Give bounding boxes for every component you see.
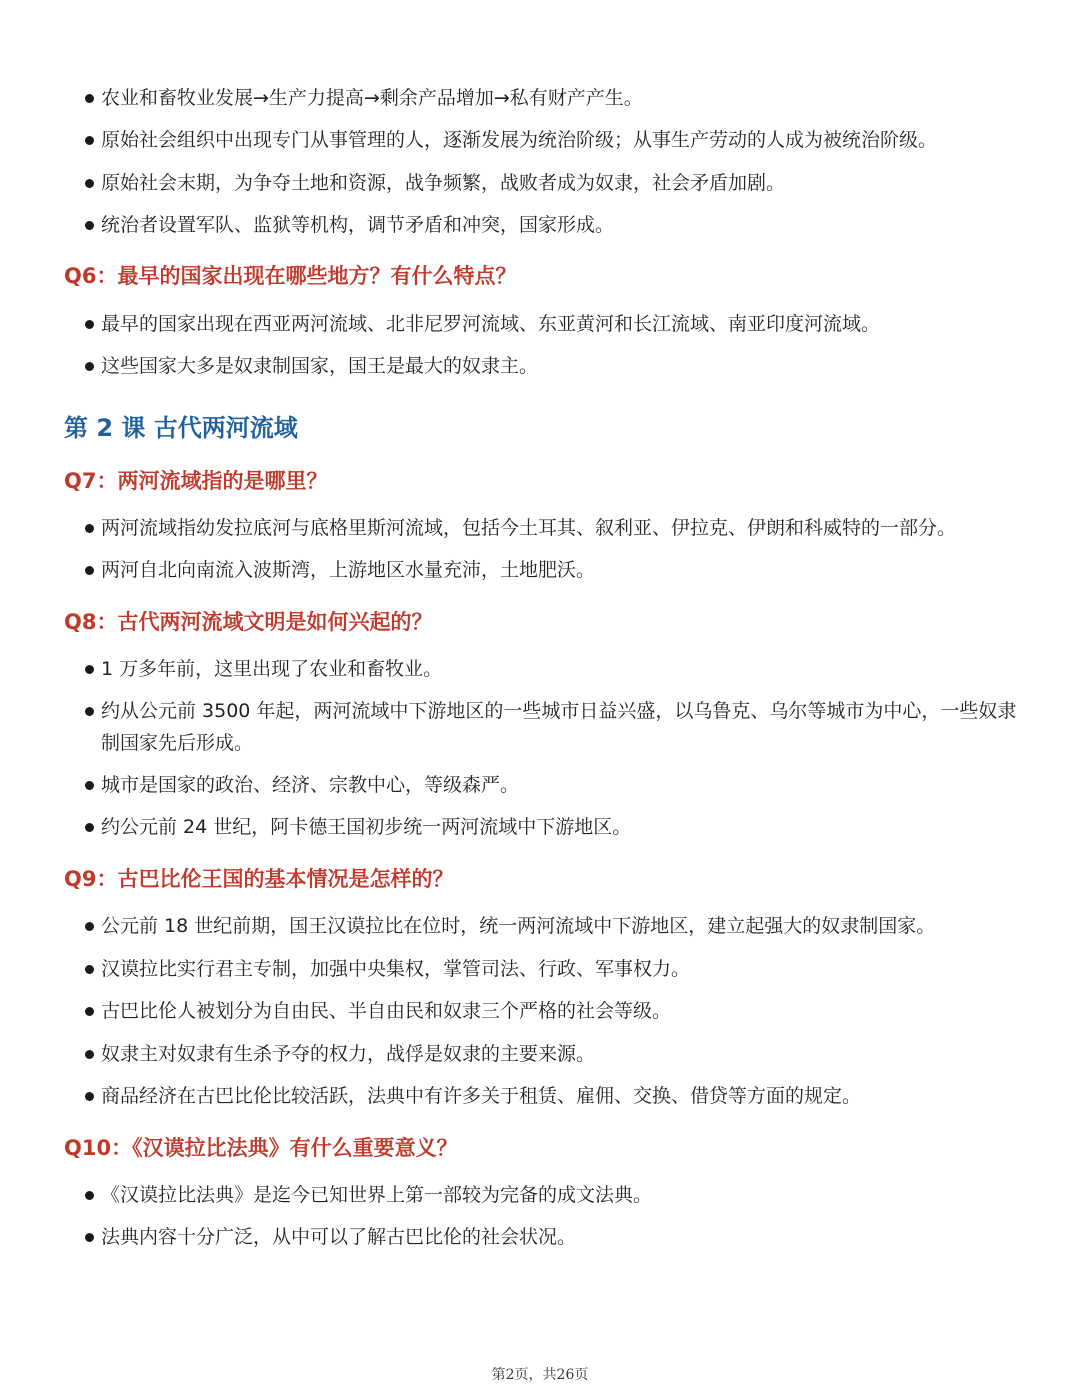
bullet-dot: [85, 136, 94, 145]
bullet-dot: [85, 823, 94, 832]
question-heading-q9: Q9：古巴比伦王国的基本情况是怎样的？: [64, 867, 454, 891]
bullet-text: 商品经济在古巴比伦比较活跃，法典中有许多关于租赁、雇佣、交换、借贷等方面的规定。: [101, 1085, 862, 1107]
question-heading-q7: Q7：两河流域指的是哪里？: [64, 469, 328, 493]
bullet-item: [85, 910, 1025, 942]
bullet-text: 两河流域指幼发拉底河与底格里斯河流域，包括今土耳其、叙利亚、伊拉克、伊朗和科威特的一部分。: [101, 517, 957, 539]
bullet-text: 公元前 18 世纪前期，国王汉谟拉比在位时，统一两河流域中下游地区，建立起强大的奴隶制国家。: [101, 915, 936, 937]
bullet-text: 原始社会末期，为争夺土地和资源，战争频繁，战败者成为奴隶，社会矛盾加剧。: [101, 172, 786, 194]
bullet-dot: [85, 922, 94, 931]
bullet-text: 这些国家大多是奴隶制国家，国王是最大的奴隶主。: [101, 355, 539, 377]
bullet-dot: [85, 524, 94, 533]
bullet-item: [85, 811, 1025, 843]
bullet-dot: [85, 1007, 94, 1016]
bullet-dot: [85, 1191, 94, 1200]
bullet-dot: [85, 1233, 94, 1242]
page-number-footer: 第2页，共26页: [491, 1367, 589, 1383]
bullet-dot: [85, 566, 94, 575]
bullet-dot: [85, 707, 94, 716]
bullet-text: 1 万多年前，这里出现了农业和畜牧业。: [101, 658, 443, 680]
bullet-item: [85, 695, 1025, 759]
bullet-text: 奴隶主对奴隶有生杀予夺的权力，战俘是奴隶的主要来源。: [101, 1043, 596, 1065]
bullet-item: [85, 350, 1025, 382]
bullet-dot: [85, 665, 94, 674]
bullet-dot: [85, 94, 94, 103]
bullet-text: 汉谟拉比实行君主专制，加强中央集权，掌管司法、行政、军事权力。: [101, 958, 691, 980]
question-heading-q10: Q10：《汉谟拉比法典》有什么重要意义？: [64, 1136, 458, 1160]
bullet-item: [85, 82, 1025, 114]
bullet-text: 约公元前 24 世纪，阿卡德王国初步统一两河流域中下游地区。: [101, 816, 632, 838]
bullet-item: [85, 1080, 1025, 1112]
bullet-dot: [85, 1092, 94, 1101]
bullet-item: [85, 124, 1025, 156]
bullet-item: [85, 769, 1025, 801]
bullet-text: 两河自北向南流入波斯湾，上游地区水量充沛，土地肥沃。: [101, 559, 596, 581]
question-heading-q6: Q6：最早的国家出现在哪些地方？有什么特点？: [64, 264, 517, 288]
bullet-item: [85, 953, 1025, 985]
bullet-dot: [85, 221, 94, 230]
bullet-dot: [85, 179, 94, 188]
bullet-text: 统治者设置军队、监狱等机构，调节矛盾和冲突，国家形成。: [101, 214, 615, 236]
bullet-text: 农业和畜牧业发展→生产力提高→剩余产品增加→私有财产产生。: [101, 87, 643, 109]
bullet-text: 法典内容十分广泛，从中可以了解古巴比伦的社会状况。: [101, 1226, 577, 1248]
bullet-item: [85, 167, 1025, 199]
bullet-text: 城市是国家的政治、经济、宗教中心，等级森严。: [101, 774, 520, 796]
bullet-text: 约从公元前 3500 年起，两河流域中下游地区的一些城市日益兴盛，以乌鲁克、乌尔等城市为中心，一些奴隶制国家先后形成。: [101, 700, 1017, 754]
bullet-item: [85, 209, 1025, 241]
bullet-item: [85, 512, 1025, 544]
bullet-text: 原始社会组织中出现专门从事管理的人，逐渐发展为统治阶级；从事生产劳动的人成为被统治阶级。: [101, 129, 938, 151]
question-heading-q8: Q8：古代两河流域文明是如何兴起的？: [64, 610, 433, 634]
bullet-dot: [85, 781, 94, 790]
bullet-text: 古巴比伦人被划分为自由民、半自由民和奴隶三个严格的社会等级。: [101, 1000, 672, 1022]
bullet-item: [85, 653, 1025, 685]
bullet-item: [85, 554, 1025, 586]
bullet-dot: [85, 965, 94, 974]
bullet-item: [85, 1221, 1025, 1253]
bullet-item: [85, 1179, 1025, 1211]
lesson-heading: 第 2 课 古代两河流域: [64, 414, 298, 442]
bullet-dot: [85, 320, 94, 329]
bullet-item: [85, 995, 1025, 1027]
bullet-text: 《汉谟拉比法典》是迄今已知世界上第一部较为完备的成文法典。: [101, 1184, 653, 1206]
bullet-item: [85, 1038, 1025, 1070]
bullet-text: 最早的国家出现在西亚两河流域、北非尼罗河流域、东亚黄河和长江流域、南亚印度河流域。: [101, 313, 881, 335]
bullet-item: [85, 308, 1025, 340]
bullet-dot: [85, 1050, 94, 1059]
bullet-dot: [85, 362, 94, 371]
